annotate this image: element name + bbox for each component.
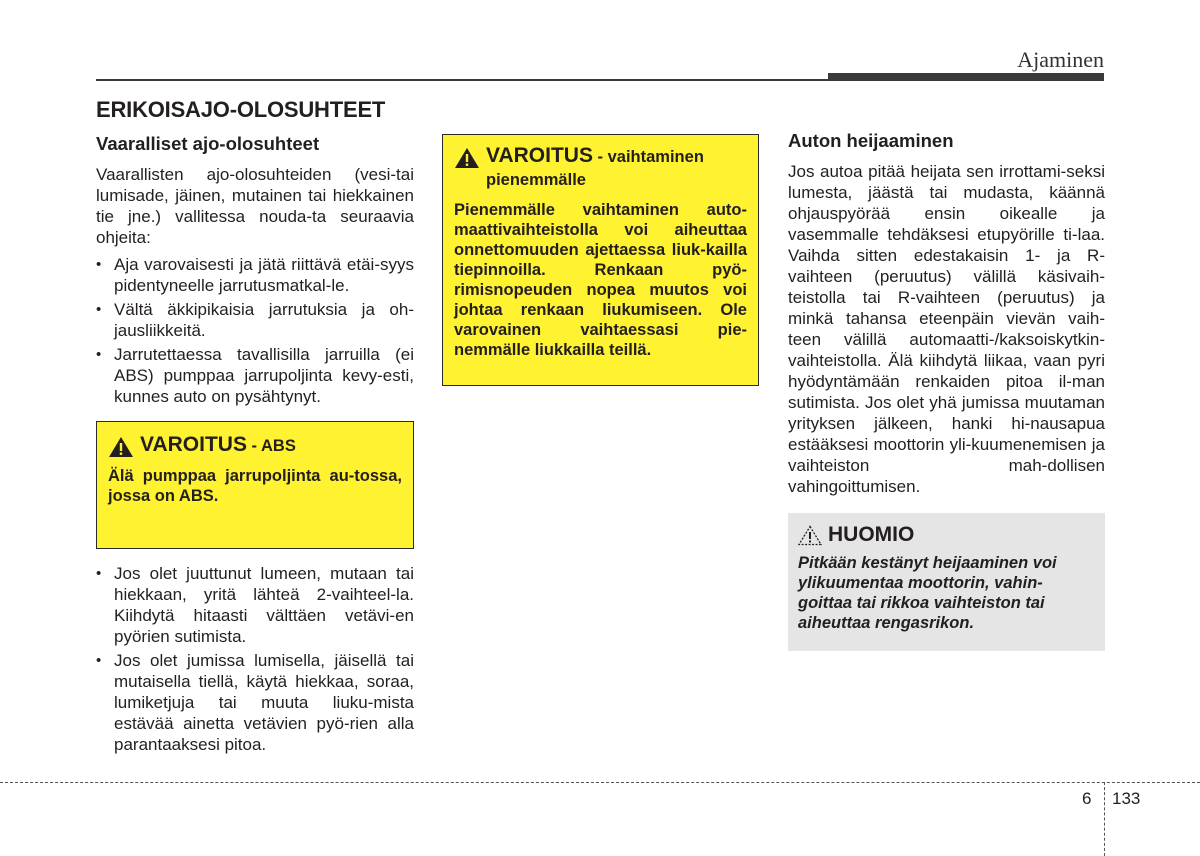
bullet-list-top — [96, 254, 414, 407]
section-heading: ERIKOISAJO-OLOSUHTEET — [96, 97, 386, 122]
warning-triangle-icon — [454, 147, 480, 169]
warning-box-abs — [96, 421, 414, 549]
bullet-list-bottom — [96, 563, 414, 755]
intro-paragraph: Vaarallisten ajo-olosuhteiden (vesi-tai lumisade, jäinen, mutainen tai hiekkainen tie jne.) vallitessa nouda-ta seuraavia ohjeita: — [96, 165, 414, 247]
warning-label: VAROITUS — [140, 433, 247, 456]
header-rule-accent — [828, 73, 1104, 81]
left-column — [96, 96, 414, 758]
page-number: 133 — [1112, 789, 1141, 808]
notice-title — [798, 523, 1095, 547]
middle-column — [442, 134, 759, 386]
warning-text: Älä pumppaa jarrupoljinta au-tossa, jossa on ABS. — [108, 467, 402, 505]
rocking-paragraph: Jos autoa pitää heijata sen irrottami-seksi lumesta, jäästä tai mudasta, käännä ohjauspyörää ensin oikealle ja vasemmalle tehdäksesi etupyörille ti-laa. Vaihda sitten edestakaisin 1- ja R-vaihteen (peruutus) välillä käsivaih-teistolla tai R-vaihteen (peruutus) ja minkä tahansa eteenpäin vievän vaih-teen välillä automaatti-/kaksoiskytkin-vaihteistolla. Älä kiihdytä liikaa, vaan pyri hyödyntämään renkaiden pitoa il-man sutimista. Jos olet yhä jumissa muutaman yrityksen jälkeen, hanki hi-nausapua estääksesi moottorin yli-kuumenemisen ja vaihteiston mah-dollisen vahingoittumisen. — [788, 162, 1105, 496]
caution-triangle-icon — [798, 525, 822, 546]
warning-text: Pienemmälle vaihtaminen auto-maattivaihteistolla voi aiheuttaa onnettomuuden ajettaessa liuk-kailla tiepinnoilla. Renkaan pyö-rimisnopeuden nopea muutos voi johtaa renkaan liukumiseen. Ole varovainen vaihtaessasi pie-nemmälle liukkailla teillä. — [454, 201, 747, 359]
running-header-title: Ajaminen — [1017, 47, 1104, 72]
warning-triangle-icon — [108, 436, 134, 458]
sub-heading-dangerous-conditions: Vaaralliset ajo-olosuhteet — [96, 133, 320, 154]
list-item: • Aja varovaisesti ja jätä riittävä etäi-syys pidentyneelle jarrutusmatkal-le. — [96, 254, 414, 296]
warning-title — [454, 145, 747, 192]
warning-title — [108, 434, 402, 458]
warning-box-downshift — [442, 134, 759, 386]
notice-text: Pitkään kestänyt heijaaminen voi ylikuumentaa moottorin, vahin-goittaa tai rikkoa vaihteiston tai aiheuttaa rengasrikon. — [798, 554, 1057, 632]
warning-subtitle: - ABS — [246, 437, 296, 455]
list-item: • Vältä äkkipikaisia jarrutuksia ja oh-jausliikkeitä. — [96, 299, 414, 341]
footer-divider — [1104, 782, 1105, 856]
warning-label: VAROITUS — [486, 144, 593, 167]
footer-rule — [0, 782, 1200, 783]
list-item: • Jos olet juuttunut lumeen, mutaan tai hiekkaan, yritä lähteä 2-vaihteel-la. Kiihdytä hitaasti välttäen vetävi-en pyörien sutimista. — [96, 563, 414, 647]
chapter-number: 6 — [1082, 789, 1092, 808]
sub-heading-rocking-vehicle: Auton heijaaminen — [788, 130, 954, 151]
notice-label: HUOMIO — [828, 523, 915, 546]
right-column — [788, 130, 1105, 651]
list-item: • Jarrutettaessa tavallisilla jarruilla (ei ABS) pumppaa jarrupoljinta kevy-esti, kunnes auto on pysähtynyt. — [96, 344, 414, 407]
notice-box — [788, 513, 1105, 651]
warning-subtitle: - vaihtaminen pienemmälle — [486, 148, 704, 189]
list-item: • Jos olet jumissa lumisella, jäisellä tai mutaisella tiellä, käytä hiekkaa, soraa, lumiketjuja tai muuta liuku-mista estävää ainetta vetävien pyö-rien alla parantaaksesi pitoa. — [96, 650, 414, 755]
